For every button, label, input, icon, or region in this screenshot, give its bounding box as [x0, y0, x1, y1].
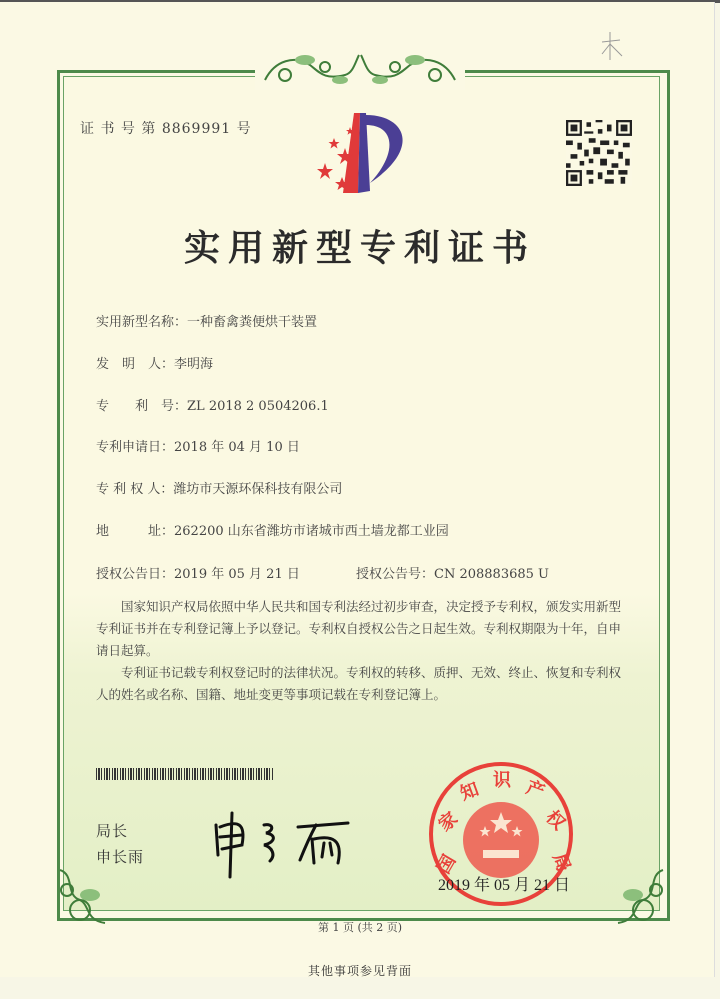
barcode-icon — [96, 768, 274, 780]
director-name: 申长雨 — [96, 848, 145, 866]
field-utility-model-name — [96, 311, 317, 330]
svg-text:权: 权 — [541, 806, 570, 835]
seal-date: 2019 年 05 月 21 日 — [438, 877, 571, 894]
field-label: 专 利 号： — [96, 399, 188, 414]
field-label: 专利申请日： — [96, 440, 175, 455]
field-label: 授权公告日： — [96, 567, 175, 582]
svg-text:知: 知 — [457, 778, 482, 805]
svg-text:产: 产 — [523, 776, 548, 803]
certificate-number-value: 8869991 — [161, 121, 232, 137]
field-value: 李明海 — [174, 357, 214, 372]
field-value: 2018 年 04 月 10 日 — [174, 440, 300, 455]
field-label: 地 址： — [96, 524, 175, 539]
svg-text:识: 识 — [493, 770, 511, 791]
page-number: 第 1 页 (共 2 页) — [317, 921, 403, 934]
statement-paragraph-1: 国家知识产权局依照中华人民共和国专利法经过初步审查，决定授予专利权，颁发实用新型专利证书并在专利登记簿上予以登记。专利权自授权公告之日起生效。专利权期限为十年，自申请日起算。 — [96, 599, 622, 658]
field-label: 发 明 人： — [96, 357, 175, 372]
field-value: ZL 2018 2 0504206.1 — [187, 399, 329, 414]
field-patent-number — [96, 395, 329, 414]
certificate-statement — [96, 596, 626, 706]
svg-text:国: 国 — [433, 851, 461, 878]
svg-text:局: 局 — [548, 850, 575, 875]
field-value: 潍坊市天源环保科技有限公司 — [173, 482, 343, 497]
certificate-number-label: 证 书 号 第 — [80, 121, 157, 137]
top-ornament-icon — [255, 45, 465, 90]
signature-icon — [208, 805, 358, 880]
field-value: 262200 山东省潍坊市诸城市西土墙龙都工业园 — [174, 524, 449, 539]
field-value: CN 208883685 U — [434, 567, 549, 582]
field-announcement-number — [356, 563, 549, 582]
certificate-title: 实用新型专利证书 — [183, 228, 536, 269]
field-patentee — [96, 478, 342, 497]
field-label: 专 利 权 人： — [96, 482, 174, 497]
svg-text:家: 家 — [434, 808, 463, 836]
footer-note: 其他事项参见背面 — [307, 964, 412, 978]
cnipa-logo-icon — [310, 103, 420, 198]
certificate-number-suffix: 号 — [236, 121, 252, 137]
field-label: 实用新型名称： — [96, 315, 188, 330]
field-application-date — [96, 436, 300, 455]
pencil-mark-icon — [598, 30, 628, 64]
field-value: 一种畜禽粪便烘干装置 — [187, 315, 318, 330]
field-label: 授权公告号： — [356, 567, 435, 582]
qr-code-icon — [566, 120, 632, 186]
field-address — [96, 520, 449, 539]
director-title: 局长 — [96, 822, 129, 840]
statement-paragraph-2: 专利证书记载专利权登记时的法律状况。专利权的转移、质押、无效、终止、恢复和专利权人的姓名或名称、国籍、地址变更等事项记载在专利登记簿上。 — [96, 665, 622, 702]
certificate-number — [80, 118, 252, 138]
field-grant-date — [96, 563, 300, 582]
field-value: 2019 年 05 月 21 日 — [174, 567, 300, 582]
field-inventor — [96, 353, 213, 372]
